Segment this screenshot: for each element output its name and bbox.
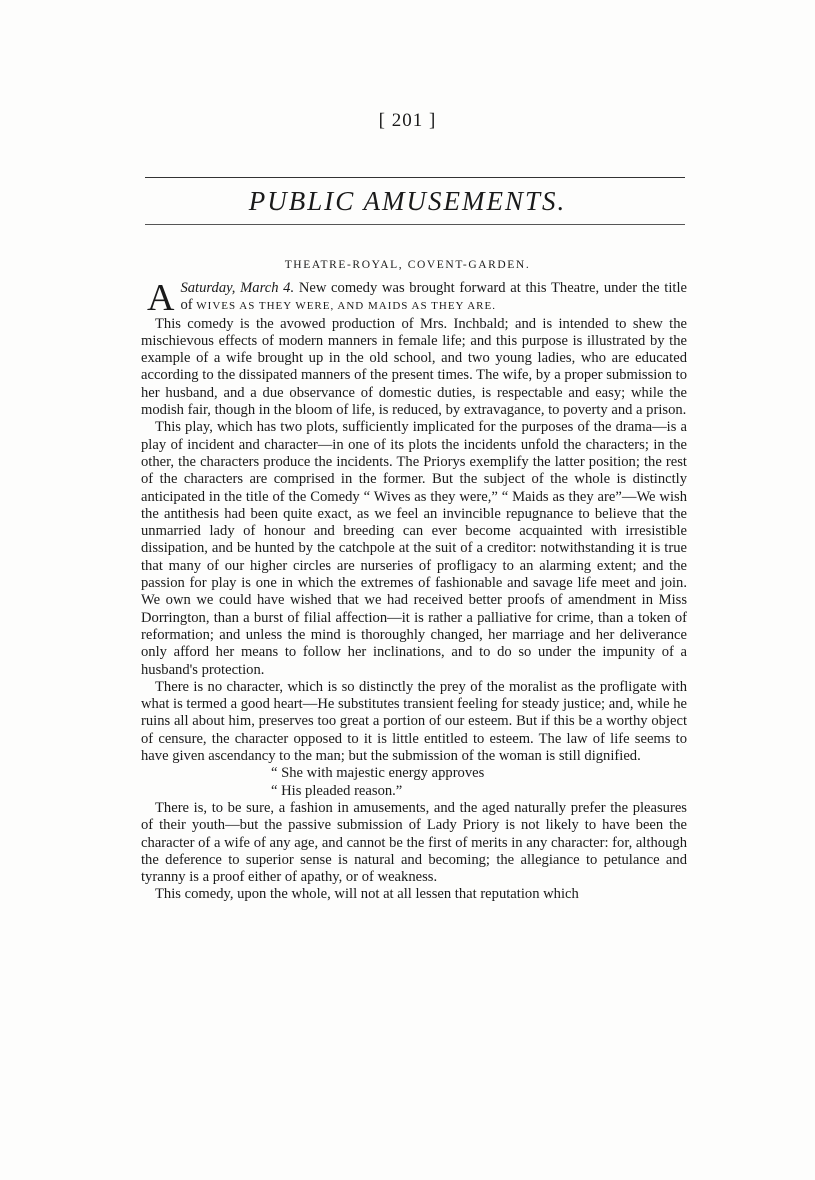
- section-title: PUBLIC AMUSEMENTS.: [248, 186, 567, 216]
- venue-subhead: THEATRE-ROYAL, COVENT-GARDEN.: [284, 259, 531, 271]
- paragraph-4: There is no character, which is so distinctly the prey of the moralist as the profligate with what is termed a good heart—He substitutes transient feeling for steady justice; and, while he ruins all about him, preserves too great a portion of our esteem. But if this be a worthy object of censure, the character opposed to it is little entitled to esteem. The law of life seems to have given ascendancy to the man; but the submission of the woman is still dignified.: [141, 678, 687, 765]
- intro-text: New comedy was brought forward at this Theatre, under the title of: [180, 280, 687, 314]
- paragraph-2: This comedy is the avowed production of Mrs. Inchbald; and is intended to shew the mischievous effects of modern manners in female life; and this purpose is illustrated by the example of a wife brought up in the old school, and two young ladies, who are educated according to the dissipated manners of the present times. The wife, by a proper submission to her husband, and a due observance of domestic duties, is respectable and easy; while the modish fair, though in the bloom of life, is reduced, by extravagance, to poverty and a prison.: [141, 315, 687, 419]
- paragraph-5: There is, to be sure, a fashion in amusements, and the aged naturally prefer the pleasures of their youth—but the passive submission of Lady Priory is not likely to have been the character of a wife of any age, and cannot be the first of merits in any character: for, although the deference to superior sense is natural and becoming; the allegiance to petulance and tyranny is a proof either of apathy, or of weakness.: [141, 799, 687, 886]
- article-body: [141, 277, 687, 904]
- drop-cap: A: [147, 277, 175, 319]
- paragraph-intro: [141, 277, 687, 319]
- paragraph-6: This comedy, upon the whole, will not at all lessen that reputation which: [155, 886, 579, 903]
- page-number: [ 201 ]: [378, 110, 437, 131]
- paragraph-3: This play, which has two plots, sufficiently implicated for the purposes of the drama—is a play of incident and character—in one of its plots the incidents unfold the characters; in the other, the characters produce the incidents. The Priorys exemplify the latter position; the rest of the characters are comprised in the former. But the subject of the whole is distinctly anticipated in the title of the Comedy “ Wives as they were,” “ Maids as they are”—We wish the antithesis had been quite exact, as we feel an invincible repugnance to believe that the unmarried lady of honour and breeding can ever become acquainted with irresistible dissipation, and be hunted by the catchpole at the suit of a creditor: notwithstanding it is true that many of our higher circles are nurseries of profligacy to an alarming extent; and the passion for play is one in which the extremes of fashionable and savage life meet and join. We own we could have wished that we had received better proofs of amendment in Miss Dorrington, than a burst of filial affection—it is rather a palliative for crime, than a token of reformation; and unless the mind is thoroughly changed, her marriage and her deliverance only afford her means to follow her inclinations, and to do so under the impunity of a husband's protection.: [141, 419, 687, 678]
- top-rule: [145, 177, 685, 178]
- play-title: WIVES AS THEY WERE, AND MAIDS AS THEY ARE.: [196, 300, 496, 313]
- dateline: Saturday, March 4.: [180, 280, 295, 296]
- bottom-rule: [145, 224, 685, 225]
- quote-line-1: “ She with majestic energy approves: [271, 765, 485, 782]
- quote-line-2: “ His pleaded reason.”: [271, 782, 403, 799]
